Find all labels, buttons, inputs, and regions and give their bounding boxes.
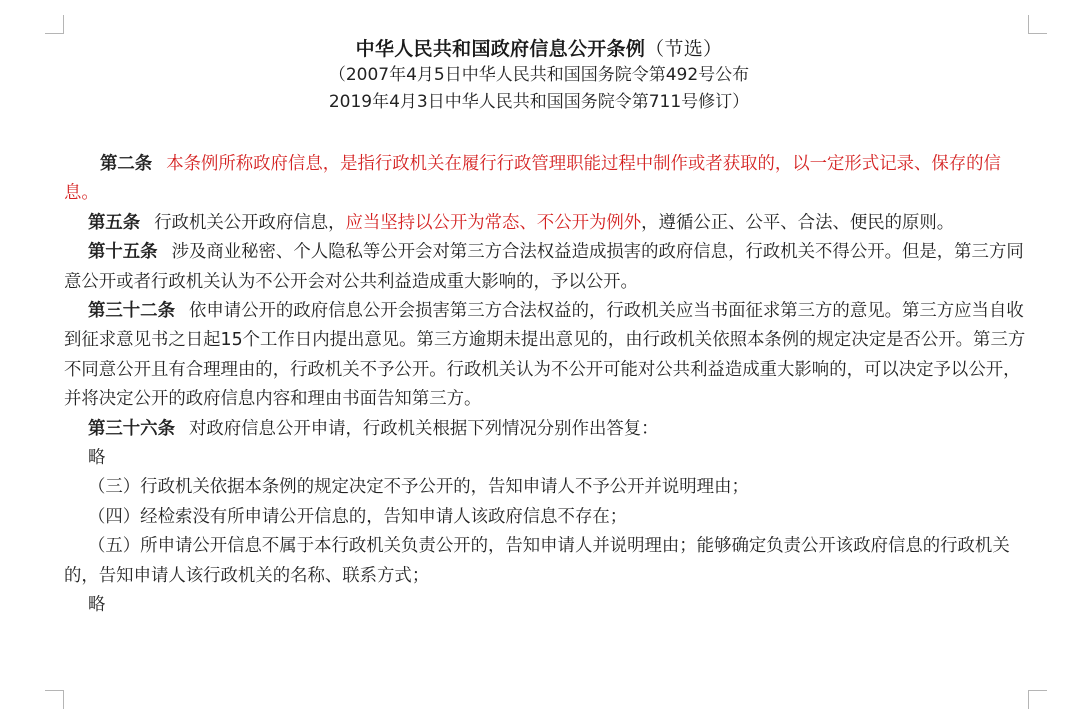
article-5-label: 第五条 [88,212,141,233]
article-32-label: 第三十二条 [88,301,175,322]
article-2 [64,150,1026,209]
article-32-text: 依申请公开的政府信息公开会损害第三方合法权益的，行政机关应当书面征求第三方的意见。第三方应当自收到征求意见书之日起15个工作日内提出意见。第三方逾期未提出意见的，由行政机关依照本条例的规定决定是否公开。第三方不同意公开且有合理理由的，行政机关不予公开。行政机关认为不公开可能对公共利益造成重大影响的，可以决定予以公开，并将决定公开的政府信息内容和理由书面告知第三方。 [64,301,1026,410]
article-15-label: 第十五条 [88,242,158,263]
article-36-label: 第三十六条 [88,418,175,439]
article-36-item-5: （五）所申请公开信息不属于本行政机关负责公开的，告知申请人并说明理由；能够确定负责公开该政府信息的行政机关的，告知申请人该行政机关的名称、联系方式； [64,536,1010,586]
article-36-item-4: （四）经检索没有所申请公开信息的，告知申请人该政府信息不存在； [88,506,628,527]
page-corner-mark-top-right [1028,15,1047,34]
document-header [64,36,1014,116]
article-5-text-before: 行政机关公开政府信息， [154,212,346,233]
article-36-text: 对政府信息公开申请，行政机关根据下列情况分别作出答复： [188,418,659,439]
article-2-text: 本条例所称政府信息，是指行政机关在履行行政管理职能过程中制作或者获取的，以一定形式记录、保存的信息。 [64,154,1001,204]
omission-mark-2: 略 [88,595,106,616]
page-corner-mark-bottom-right [1028,690,1047,709]
omission-mark-1: 略 [88,448,106,469]
title-main: 中华人民共和国政府信息公开条例 [355,38,646,60]
title-suffix: （节选） [645,38,723,60]
subtitle-line-1: （2007年4月5日中华人民共和国国务院令第492号公布 [328,65,750,85]
article-2-label: 第二条 [100,154,153,174]
article-32 [64,297,1026,415]
article-36-item-3: （三）行政机关依据本条例的规定决定不予公开的，告知申请人不予公开并说明理由； [88,477,749,498]
article-5-text-highlight: 应当坚持以公开为常态、不公开为例外 [345,212,642,233]
article-15-text: 涉及商业秘密、个人隐私等公开会对第三方合法权益造成损害的政府信息，行政机关不得公开。但是，第三方同意公开或者行政机关认为不公开会对公共利益造成重大影响的，予以公开。 [64,242,1024,292]
page-corner-mark-top-left [45,15,64,34]
document-title [64,36,1014,62]
article-15 [64,238,1026,297]
subtitle-line-2: 2019年4月3日中华人民共和国国务院令第711号修订） [328,92,750,112]
page-corner-mark-bottom-left [45,690,64,709]
article-36 [64,415,1026,444]
article-5 [64,209,1026,238]
document-body [64,150,1026,621]
article-5-text-after: ，遵循公正、公平、合法、便民的原则。 [641,212,955,233]
